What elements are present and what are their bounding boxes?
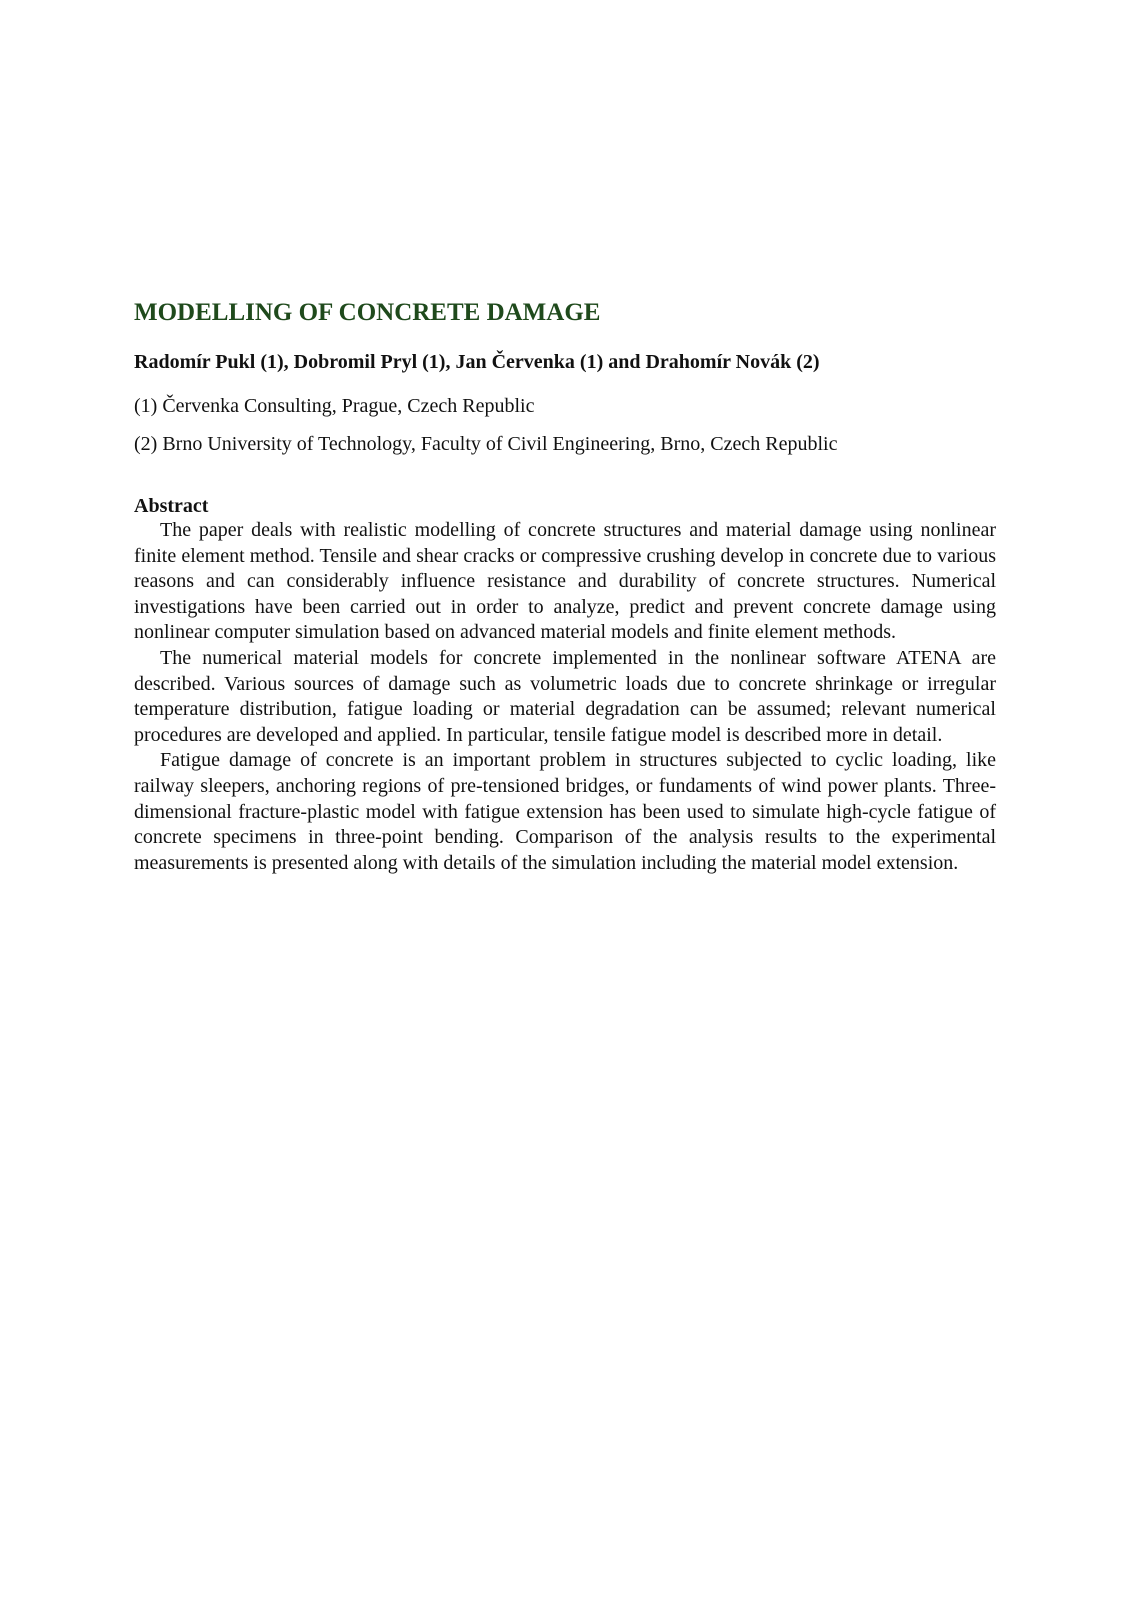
paper-title: MODELLING OF CONCRETE DAMAGE — [134, 299, 601, 326]
abstract-body — [134, 518, 996, 876]
abstract-paragraph-3: Fatigue damage of concrete is an important problem in structures subjected to cyclic loading, like railway sleepers, anchoring regions of pre-tensioned bridges, or fundaments of wind power plants. Three-dimensional fracture-plastic model with fatigue extension has been used to simulate high-cycle fatigue of concrete specimens in three-point bending. Comparison of the analysis results to the experimental measurements is presented along with details of the simulation including the material model extension. — [134, 749, 996, 874]
abstract-paragraph-1: The paper deals with realistic modelling of concrete structures and material damage using nonlinear finite element method. Tensile and shear cracks or compressive crushing develop in concrete due to various reasons and can considerably influence resistance and durability of concrete structures. Numerical investigations have been carried out in order to analyze, predict and prevent concrete damage using nonlinear computer simulation based on advanced material models and finite element methods. — [134, 519, 996, 644]
affiliation-2: (2) Brno University of Technology, Faculty of Civil Engineering, Brno, Czech Republic — [134, 433, 838, 455]
author-list: Radomír Pukl (1), Dobromil Pryl (1), Jan Červenka (1) and Drahomír Novák (2) — [134, 351, 820, 373]
affiliation-list — [134, 394, 996, 456]
abstract-heading: Abstract — [134, 495, 209, 517]
abstract-paragraph-2: The numerical material models for concrete implemented in the nonlinear software ATENA are described. Various sources of damage such as volumetric loads due to concrete shrinkage or irregular temperature distribution, fatigue loading or material degradation can be assumed; relevant numerical procedures are developed and applied. In particular, tensile fatigue model is described more in detail. — [134, 646, 996, 746]
paper-content — [134, 298, 996, 876]
affiliation-1: (1) Červenka Consulting, Prague, Czech Republic — [134, 395, 535, 417]
